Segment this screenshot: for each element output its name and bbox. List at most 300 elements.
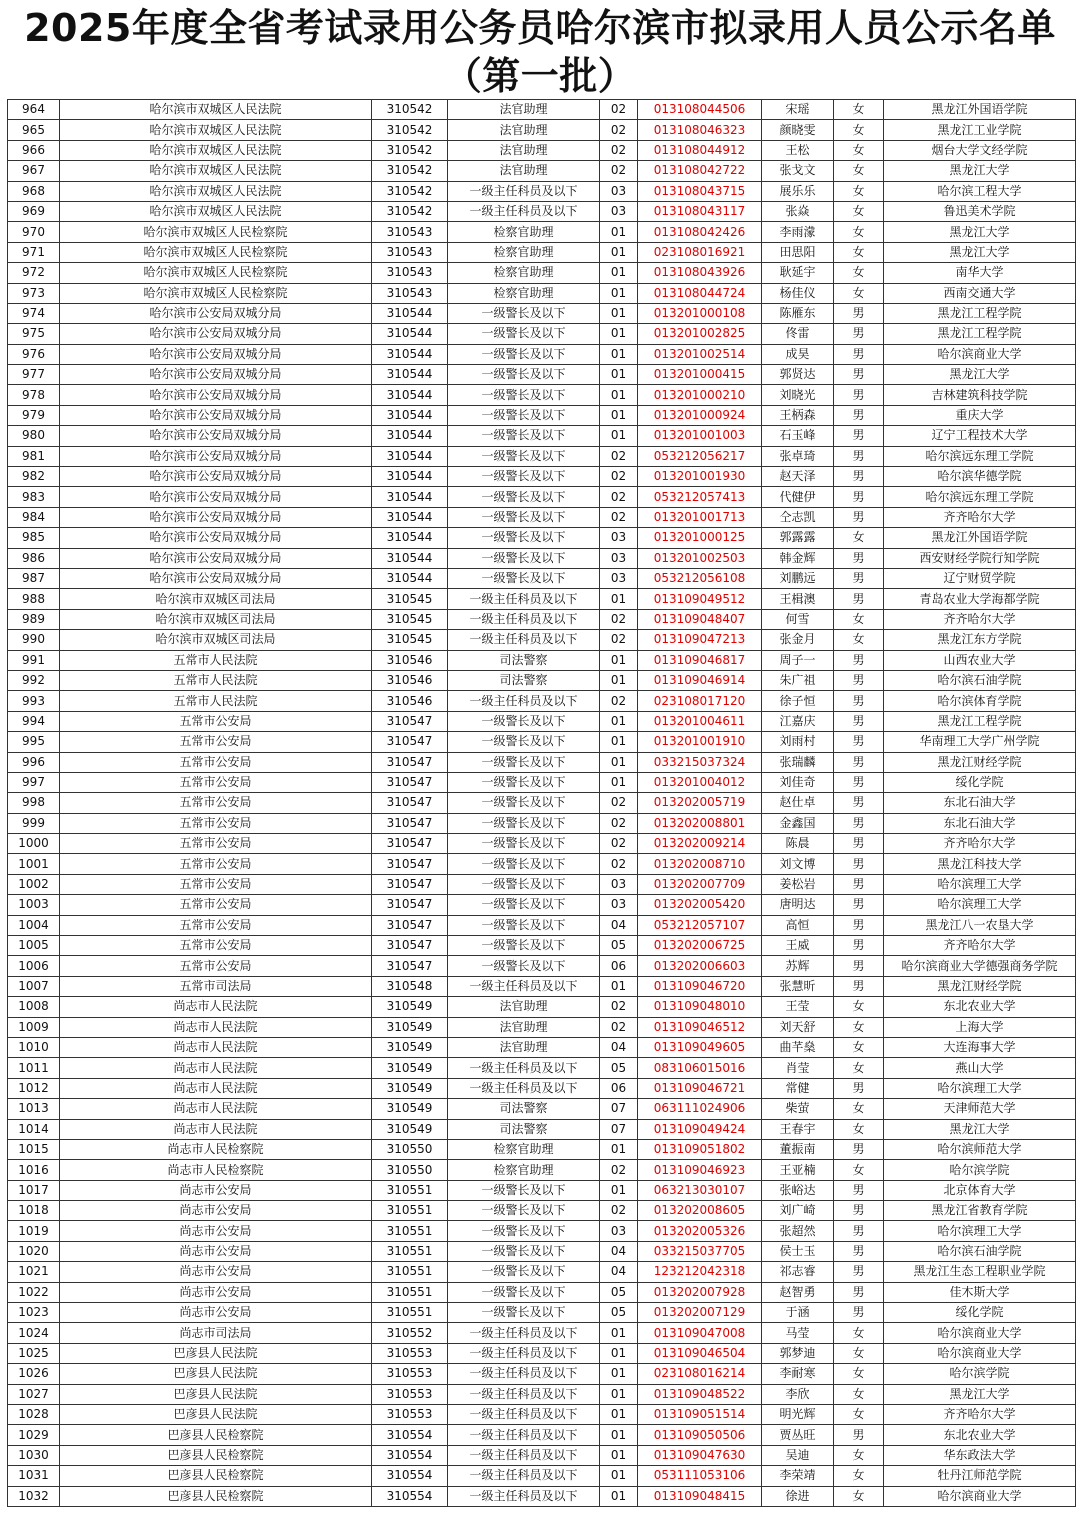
employer-cell: 五常市司法局 <box>60 976 372 996</box>
position-code-cell: 310554 <box>372 1486 448 1506</box>
exam-number-cell: 013109046721 <box>638 1078 762 1098</box>
position-index-cell: 01 <box>600 1323 638 1343</box>
position-name-cell: 一级警长及以下 <box>448 711 600 731</box>
exam-number-cell: 013108043715 <box>638 181 762 201</box>
employer-cell: 尚志市人民法院 <box>60 1078 372 1098</box>
gender-cell: 男 <box>834 1282 884 1302</box>
exam-number-cell: 013202008801 <box>638 813 762 833</box>
row-number-cell: 981 <box>8 446 60 466</box>
gender-cell: 女 <box>834 120 884 140</box>
position-name-cell: 一级主任科员及以下 <box>448 1364 600 1384</box>
position-index-cell: 07 <box>600 1119 638 1139</box>
employer-cell: 哈尔滨市公安局双城分局 <box>60 385 372 405</box>
table-row <box>8 1445 1076 1465</box>
table-row <box>8 915 1076 935</box>
table-row <box>8 956 1076 976</box>
table-row <box>8 670 1076 690</box>
school-cell: 黑龙江大学 <box>884 161 1076 181</box>
position-code-cell: 310550 <box>372 1160 448 1180</box>
table-row <box>8 874 1076 894</box>
candidate-name-cell: 李荣靖 <box>762 1466 834 1486</box>
position-code-cell: 310547 <box>372 772 448 792</box>
row-number-cell: 969 <box>8 201 60 221</box>
position-index-cell: 01 <box>600 752 638 772</box>
school-cell: 东北农业大学 <box>884 1425 1076 1445</box>
exam-number-cell: 013109049512 <box>638 589 762 609</box>
candidate-name-cell: 李雨濛 <box>762 222 834 242</box>
position-name-cell: 法官助理 <box>448 161 600 181</box>
employer-cell: 哈尔滨市公安局双城分局 <box>60 487 372 507</box>
candidate-name-cell: 柴萤 <box>762 1099 834 1119</box>
gender-cell: 男 <box>834 1262 884 1282</box>
gender-cell: 女 <box>834 1445 884 1465</box>
candidate-name-cell: 朱广祖 <box>762 670 834 690</box>
employer-cell: 巴彦县人民检察院 <box>60 1425 372 1445</box>
employer-cell: 巴彦县人民法院 <box>60 1384 372 1404</box>
employer-cell: 五常市公安局 <box>60 915 372 935</box>
school-cell: 山西农业大学 <box>884 650 1076 670</box>
position-code-cell: 310547 <box>372 956 448 976</box>
gender-cell: 女 <box>834 1466 884 1486</box>
position-code-cell: 310551 <box>372 1303 448 1323</box>
school-cell: 青岛农业大学海都学院 <box>884 589 1076 609</box>
employer-cell: 五常市公安局 <box>60 834 372 854</box>
position-index-cell: 03 <box>600 201 638 221</box>
table-row <box>8 1078 1076 1098</box>
position-name-cell: 一级警长及以下 <box>448 915 600 935</box>
position-index-cell: 03 <box>600 181 638 201</box>
gender-cell: 女 <box>834 1405 884 1425</box>
gender-cell: 男 <box>834 426 884 446</box>
position-index-cell: 01 <box>600 976 638 996</box>
gender-cell: 男 <box>834 507 884 527</box>
employer-cell: 尚志市公安局 <box>60 1262 372 1282</box>
gender-cell: 女 <box>834 1160 884 1180</box>
row-number-cell: 975 <box>8 324 60 344</box>
position-index-cell: 02 <box>600 1017 638 1037</box>
table-row <box>8 263 1076 283</box>
candidate-name-cell: 代健伊 <box>762 487 834 507</box>
table-row <box>8 344 1076 364</box>
gender-cell: 男 <box>834 915 884 935</box>
row-number-cell: 967 <box>8 161 60 181</box>
position-name-cell: 一级警长及以下 <box>448 895 600 915</box>
table-row <box>8 1201 1076 1221</box>
row-number-cell: 1006 <box>8 956 60 976</box>
gender-cell: 女 <box>834 609 884 629</box>
row-number-cell: 985 <box>8 528 60 548</box>
position-code-cell: 310547 <box>372 854 448 874</box>
table-row <box>8 222 1076 242</box>
gender-cell: 男 <box>834 976 884 996</box>
exam-number-cell: 013202005326 <box>638 1221 762 1241</box>
exam-number-cell: 013109051514 <box>638 1405 762 1425</box>
position-code-cell: 310544 <box>372 324 448 344</box>
table-row <box>8 813 1076 833</box>
row-number-cell: 979 <box>8 405 60 425</box>
position-index-cell: 03 <box>600 1221 638 1241</box>
position-name-cell: 一级主任科员及以下 <box>448 1078 600 1098</box>
school-cell: 哈尔滨商业大学 <box>884 1486 1076 1506</box>
gender-cell: 男 <box>834 1425 884 1445</box>
employer-cell: 哈尔滨市公安局双城分局 <box>60 303 372 323</box>
school-cell: 哈尔滨远东理工学院 <box>884 487 1076 507</box>
table-row <box>8 1486 1076 1506</box>
school-cell: 烟台大学文经学院 <box>884 140 1076 160</box>
position-code-cell: 310547 <box>372 874 448 894</box>
school-cell: 哈尔滨工程大学 <box>884 181 1076 201</box>
school-cell: 黑龙江工业学院 <box>884 120 1076 140</box>
position-code-cell: 310551 <box>372 1221 448 1241</box>
candidate-name-cell: 韩金辉 <box>762 548 834 568</box>
position-code-cell: 310543 <box>372 222 448 242</box>
school-cell: 绥化学院 <box>884 772 1076 792</box>
position-name-cell: 一级主任科员及以下 <box>448 1425 600 1445</box>
school-cell: 黑龙江工程学院 <box>884 303 1076 323</box>
candidate-name-cell: 郭梦迪 <box>762 1343 834 1363</box>
table-row <box>8 997 1076 1017</box>
candidate-name-cell: 曲芊燊 <box>762 1037 834 1057</box>
school-cell: 东北农业大学 <box>884 997 1076 1017</box>
position-code-cell: 310551 <box>372 1282 448 1302</box>
row-number-cell: 1016 <box>8 1160 60 1180</box>
position-name-cell: 法官助理 <box>448 100 600 120</box>
gender-cell: 男 <box>834 568 884 588</box>
exam-number-cell: 013202007928 <box>638 1282 762 1302</box>
position-code-cell: 310549 <box>372 1058 448 1078</box>
position-name-cell: 法官助理 <box>448 140 600 160</box>
row-number-cell: 1027 <box>8 1384 60 1404</box>
school-cell: 黑龙江财经学院 <box>884 752 1076 772</box>
row-number-cell: 973 <box>8 283 60 303</box>
school-cell: 哈尔滨华德学院 <box>884 467 1076 487</box>
employer-cell: 哈尔滨市双城区司法局 <box>60 630 372 650</box>
exam-number-cell: 013201000924 <box>638 405 762 425</box>
employer-cell: 哈尔滨市公安局双城分局 <box>60 467 372 487</box>
candidate-name-cell: 刘佳奇 <box>762 772 834 792</box>
gender-cell: 男 <box>834 834 884 854</box>
school-cell: 齐齐哈尔大学 <box>884 936 1076 956</box>
position-name-cell: 一级警长及以下 <box>448 1303 600 1323</box>
table-row <box>8 365 1076 385</box>
row-number-cell: 1021 <box>8 1262 60 1282</box>
candidate-name-cell: 姜松岩 <box>762 874 834 894</box>
position-code-cell: 310547 <box>372 793 448 813</box>
table-row <box>8 140 1076 160</box>
position-name-cell: 一级警长及以下 <box>448 772 600 792</box>
candidate-name-cell: 石玉峰 <box>762 426 834 446</box>
position-name-cell: 一级警长及以下 <box>448 507 600 527</box>
row-number-cell: 1022 <box>8 1282 60 1302</box>
gender-cell: 女 <box>834 1486 884 1506</box>
position-code-cell: 310544 <box>372 446 448 466</box>
row-number-cell: 1001 <box>8 854 60 874</box>
employer-cell: 哈尔滨市公安局双城分局 <box>60 446 372 466</box>
position-code-cell: 310548 <box>372 976 448 996</box>
exam-number-cell: 013201001713 <box>638 507 762 527</box>
exam-number-cell: 013202009214 <box>638 834 762 854</box>
table-row <box>8 568 1076 588</box>
school-cell: 大连海事大学 <box>884 1037 1076 1057</box>
position-code-cell: 310549 <box>372 1119 448 1139</box>
exam-number-cell: 033215037705 <box>638 1241 762 1261</box>
employer-cell: 尚志市人民检察院 <box>60 1160 372 1180</box>
position-index-cell: 03 <box>600 528 638 548</box>
position-code-cell: 310553 <box>372 1384 448 1404</box>
position-code-cell: 310544 <box>372 405 448 425</box>
school-cell: 华东政法大学 <box>884 1445 1076 1465</box>
exam-number-cell: 013201001910 <box>638 732 762 752</box>
exam-number-cell: 013108044724 <box>638 283 762 303</box>
employer-cell: 尚志市人民法院 <box>60 1058 372 1078</box>
employer-cell: 哈尔滨市双城区人民法院 <box>60 100 372 120</box>
exam-number-cell: 013109047008 <box>638 1323 762 1343</box>
school-cell: 东北石油大学 <box>884 813 1076 833</box>
exam-number-cell: 023108017120 <box>638 691 762 711</box>
employer-cell: 哈尔滨市公安局双城分局 <box>60 548 372 568</box>
position-code-cell: 310550 <box>372 1139 448 1159</box>
school-cell: 燕山大学 <box>884 1058 1076 1078</box>
row-number-cell: 1028 <box>8 1405 60 1425</box>
table-row <box>8 1017 1076 1037</box>
table-row <box>8 1364 1076 1384</box>
employer-cell: 五常市人民法院 <box>60 670 372 690</box>
table-row <box>8 507 1076 527</box>
exam-number-cell: 013108042426 <box>638 222 762 242</box>
gender-cell: 女 <box>834 1384 884 1404</box>
gender-cell: 女 <box>834 1119 884 1139</box>
table-row <box>8 1058 1076 1078</box>
candidate-name-cell: 耿延宇 <box>762 263 834 283</box>
candidate-name-cell: 刘雨村 <box>762 732 834 752</box>
employer-cell: 五常市公安局 <box>60 772 372 792</box>
position-index-cell: 01 <box>600 283 638 303</box>
position-index-cell: 04 <box>600 1037 638 1057</box>
row-number-cell: 1020 <box>8 1241 60 1261</box>
exam-number-cell: 013201001930 <box>638 467 762 487</box>
position-name-cell: 一级主任科员及以下 <box>448 630 600 650</box>
gender-cell: 女 <box>834 1323 884 1343</box>
position-index-cell: 01 <box>600 670 638 690</box>
employer-cell: 哈尔滨市双城区司法局 <box>60 609 372 629</box>
table-row <box>8 161 1076 181</box>
table-row <box>8 1037 1076 1057</box>
school-cell: 哈尔滨学院 <box>884 1160 1076 1180</box>
employer-cell: 巴彦县人民检察院 <box>60 1466 372 1486</box>
candidate-name-cell: 赵仕卓 <box>762 793 834 813</box>
position-code-cell: 310547 <box>372 732 448 752</box>
school-cell: 齐齐哈尔大学 <box>884 609 1076 629</box>
row-number-cell: 1011 <box>8 1058 60 1078</box>
position-index-cell: 03 <box>600 874 638 894</box>
position-index-cell: 02 <box>600 834 638 854</box>
row-number-cell: 974 <box>8 303 60 323</box>
employer-cell: 哈尔滨市公安局双城分局 <box>60 528 372 548</box>
row-number-cell: 1012 <box>8 1078 60 1098</box>
table-row <box>8 1221 1076 1241</box>
position-code-cell: 310542 <box>372 140 448 160</box>
position-name-cell: 检察官助理 <box>448 242 600 262</box>
school-cell: 吉林建筑科技学院 <box>884 385 1076 405</box>
position-code-cell: 310551 <box>372 1262 448 1282</box>
exam-number-cell: 013109046817 <box>638 650 762 670</box>
candidate-name-cell: 张瑞麟 <box>762 752 834 772</box>
table-row <box>8 487 1076 507</box>
position-index-cell: 04 <box>600 1241 638 1261</box>
table-row <box>8 1139 1076 1159</box>
row-number-cell: 999 <box>8 813 60 833</box>
employer-cell: 巴彦县人民法院 <box>60 1343 372 1363</box>
exam-number-cell: 013109051802 <box>638 1139 762 1159</box>
exam-number-cell: 013201002514 <box>638 344 762 364</box>
row-number-cell: 1005 <box>8 936 60 956</box>
exam-number-cell: 013108046323 <box>638 120 762 140</box>
candidate-name-cell: 田思阳 <box>762 242 834 262</box>
school-cell: 南华大学 <box>884 263 1076 283</box>
gender-cell: 男 <box>834 813 884 833</box>
position-code-cell: 310549 <box>372 1099 448 1119</box>
position-index-cell: 02 <box>600 997 638 1017</box>
exam-number-cell: 013202008605 <box>638 1201 762 1221</box>
position-code-cell: 310546 <box>372 650 448 670</box>
table-row <box>8 120 1076 140</box>
school-cell: 华南理工大学广州学院 <box>884 732 1076 752</box>
candidate-name-cell: 王威 <box>762 936 834 956</box>
position-name-cell: 法官助理 <box>448 1037 600 1057</box>
row-number-cell: 1023 <box>8 1303 60 1323</box>
gender-cell: 女 <box>834 201 884 221</box>
school-cell: 北京体育大学 <box>884 1180 1076 1200</box>
employer-cell: 尚志市公安局 <box>60 1221 372 1241</box>
row-number-cell: 997 <box>8 772 60 792</box>
candidate-name-cell: 江嘉庆 <box>762 711 834 731</box>
candidate-name-cell: 张慧昕 <box>762 976 834 996</box>
position-code-cell: 310547 <box>372 711 448 731</box>
candidate-name-cell: 徐子恒 <box>762 691 834 711</box>
school-cell: 齐齐哈尔大学 <box>884 507 1076 527</box>
employer-cell: 尚志市公安局 <box>60 1201 372 1221</box>
school-cell: 哈尔滨商业大学 <box>884 344 1076 364</box>
school-cell: 黑龙江大学 <box>884 242 1076 262</box>
candidate-name-cell: 赵智勇 <box>762 1282 834 1302</box>
gender-cell: 男 <box>834 487 884 507</box>
exam-number-cell: 033215037324 <box>638 752 762 772</box>
position-code-cell: 310547 <box>372 895 448 915</box>
school-cell: 哈尔滨商业大学德强商务学院 <box>884 956 1076 976</box>
position-name-cell: 一级警长及以下 <box>448 854 600 874</box>
school-cell: 黑龙江工程学院 <box>884 324 1076 344</box>
employer-cell: 哈尔滨市公安局双城分局 <box>60 365 372 385</box>
school-cell: 黑龙江科技大学 <box>884 854 1076 874</box>
position-code-cell: 310549 <box>372 1017 448 1037</box>
candidate-name-cell: 陈雁东 <box>762 303 834 323</box>
position-name-cell: 一级警长及以下 <box>448 385 600 405</box>
position-code-cell: 310545 <box>372 609 448 629</box>
employer-cell: 巴彦县人民法院 <box>60 1405 372 1425</box>
table-row <box>8 548 1076 568</box>
row-number-cell: 1000 <box>8 834 60 854</box>
row-number-cell: 998 <box>8 793 60 813</box>
table-row <box>8 181 1076 201</box>
gender-cell: 男 <box>834 1078 884 1098</box>
table-row <box>8 854 1076 874</box>
school-cell: 重庆大学 <box>884 405 1076 425</box>
table-row <box>8 1384 1076 1404</box>
position-name-cell: 检察官助理 <box>448 1160 600 1180</box>
exam-number-cell: 063213030107 <box>638 1180 762 1200</box>
position-index-cell: 01 <box>600 1405 638 1425</box>
employer-cell: 尚志市公安局 <box>60 1282 372 1302</box>
position-code-cell: 310542 <box>372 161 448 181</box>
table-row <box>8 303 1076 323</box>
candidate-name-cell: 于涵 <box>762 1303 834 1323</box>
position-index-cell: 01 <box>600 405 638 425</box>
gender-cell: 男 <box>834 854 884 874</box>
exam-number-cell: 013109049605 <box>638 1037 762 1057</box>
position-name-cell: 检察官助理 <box>448 222 600 242</box>
employer-cell: 五常市公安局 <box>60 732 372 752</box>
employer-cell: 五常市公安局 <box>60 895 372 915</box>
row-number-cell: 968 <box>8 181 60 201</box>
employer-cell: 哈尔滨市双城区人民检察院 <box>60 242 372 262</box>
position-name-cell: 一级警长及以下 <box>448 874 600 894</box>
position-code-cell: 310542 <box>372 201 448 221</box>
gender-cell: 男 <box>834 1201 884 1221</box>
position-code-cell: 310544 <box>372 344 448 364</box>
position-index-cell: 05 <box>600 1058 638 1078</box>
candidate-name-cell: 李耐寒 <box>762 1364 834 1384</box>
position-name-cell: 司法警察 <box>448 670 600 690</box>
position-index-cell: 07 <box>600 1099 638 1119</box>
table-row <box>8 426 1076 446</box>
table-row <box>8 467 1076 487</box>
school-cell: 齐齐哈尔大学 <box>884 834 1076 854</box>
exam-number-cell: 013201000108 <box>638 303 762 323</box>
candidate-name-cell: 成昊 <box>762 344 834 364</box>
position-code-cell: 310551 <box>372 1180 448 1200</box>
employer-cell: 哈尔滨市双城区人民法院 <box>60 181 372 201</box>
position-index-cell: 01 <box>600 324 638 344</box>
school-cell: 西安财经学院行知学院 <box>884 548 1076 568</box>
row-number-cell: 1024 <box>8 1323 60 1343</box>
candidate-name-cell: 徐进 <box>762 1486 834 1506</box>
exam-number-cell: 013109046914 <box>638 670 762 690</box>
row-number-cell: 1017 <box>8 1180 60 1200</box>
position-code-cell: 310544 <box>372 528 448 548</box>
row-number-cell: 1014 <box>8 1119 60 1139</box>
row-number-cell: 970 <box>8 222 60 242</box>
position-name-cell: 一级警长及以下 <box>448 1180 600 1200</box>
school-cell: 天津师范大学 <box>884 1099 1076 1119</box>
position-code-cell: 310553 <box>372 1405 448 1425</box>
position-index-cell: 06 <box>600 1078 638 1098</box>
position-index-cell: 03 <box>600 895 638 915</box>
gender-cell: 男 <box>834 365 884 385</box>
candidate-name-cell: 董振南 <box>762 1139 834 1159</box>
position-index-cell: 01 <box>600 1180 638 1200</box>
position-name-cell: 一级主任科员及以下 <box>448 976 600 996</box>
exam-number-cell: 013108043117 <box>638 201 762 221</box>
employer-cell: 哈尔滨市公安局双城分局 <box>60 324 372 344</box>
employer-cell: 尚志市公安局 <box>60 1180 372 1200</box>
position-name-cell: 一级警长及以下 <box>448 1201 600 1221</box>
school-cell: 西南交通大学 <box>884 283 1076 303</box>
gender-cell: 男 <box>834 446 884 466</box>
candidate-name-cell: 张超然 <box>762 1221 834 1241</box>
position-index-cell: 02 <box>600 793 638 813</box>
school-cell: 哈尔滨理工大学 <box>884 1078 1076 1098</box>
position-code-cell: 310544 <box>372 385 448 405</box>
